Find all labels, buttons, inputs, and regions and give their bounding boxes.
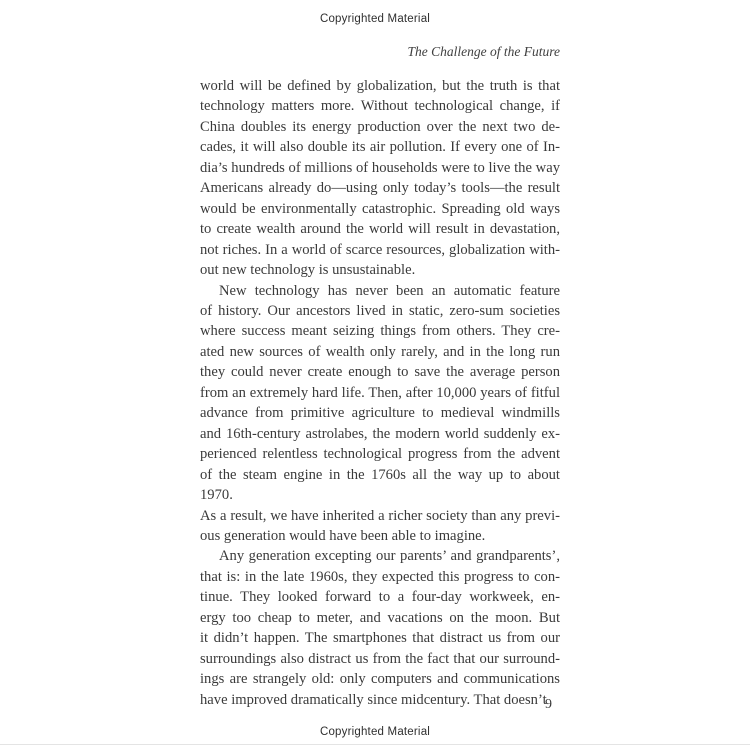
- text-line: world will be defined by globalization, but the truth is that: [200, 78, 560, 94]
- text-line: dia’s hundreds of millions of households were to live the way: [200, 159, 560, 176]
- page-edge-line: [0, 744, 750, 745]
- text-line: where success meant seizing things from others. They cre-: [200, 323, 560, 340]
- text-line: China doubles its energy production over the next two de-: [200, 118, 560, 135]
- running-header: The Challenge of the Future: [407, 44, 560, 59]
- copyright-notice-top: Copyrighted Material: [319, 13, 431, 25]
- text-line: of history. Our ancestors lived in static, zero-sum societies: [200, 302, 560, 319]
- text-line: out new technology is unsustainable.: [200, 262, 416, 279]
- text-line: of the steam engine in the 1760s all the way up to about 1970.: [200, 466, 560, 504]
- text-line: technology matters more. Without technological change, if: [200, 98, 560, 115]
- text-line: advance from primitive agriculture to medieval windmills: [200, 405, 560, 422]
- text-line: would be environmentally catastrophic. Spreading old ways: [200, 200, 560, 217]
- text-line: As a result, we have inherited a richer society than any previ-: [200, 507, 560, 524]
- text-line: not riches. In a world of scarce resources, globalization with-: [200, 241, 560, 258]
- text-line: Americans already do—using only today’s tools—the result: [200, 180, 560, 197]
- text-line: to create wealth around the world will result in devastation,: [200, 221, 560, 238]
- text-line: ings are strangely old: only computers and communications: [200, 671, 560, 688]
- text-line: Any generation excepting our parents’ and grandparents’,: [219, 548, 560, 565]
- text-line: from an extremely hard life. Then, after 10,000 years of fitful: [200, 384, 560, 401]
- page-number: 9: [545, 697, 552, 712]
- text-line: ous generation would have been able to imagine.: [200, 527, 486, 544]
- text-line: tinue. They looked forward to a four-day workweek, en-: [200, 589, 560, 606]
- text-line: that is: in the late 1960s, they expected this progress to con-: [200, 568, 560, 585]
- body-text: [200, 76, 560, 710]
- text-line: have improved dramatically since midcentury. That doesn’t: [200, 691, 547, 708]
- text-line: it didn’t happen. The smartphones that distract us from our: [200, 630, 560, 647]
- text-line: they could never create enough to save the average person: [200, 364, 560, 381]
- text-line: ated new sources of wealth only rarely, and in the long run: [200, 343, 560, 360]
- text-line: perienced relentless technological progress from the advent: [200, 446, 560, 463]
- text-line: cades, it will also double its air pollution. If every one of In-: [200, 139, 560, 156]
- text-line: New technology has never been an automatic feature: [219, 282, 560, 299]
- copyright-notice-bottom: Copyrighted Material: [319, 726, 431, 738]
- text-line: and 16th-century astrolabes, the modern world suddenly ex-: [200, 425, 560, 442]
- text-line: ergy too cheap to meter, and vacations on the moon. But: [200, 609, 560, 626]
- text-line: surroundings also distract us from the fact that our surround-: [200, 650, 560, 667]
